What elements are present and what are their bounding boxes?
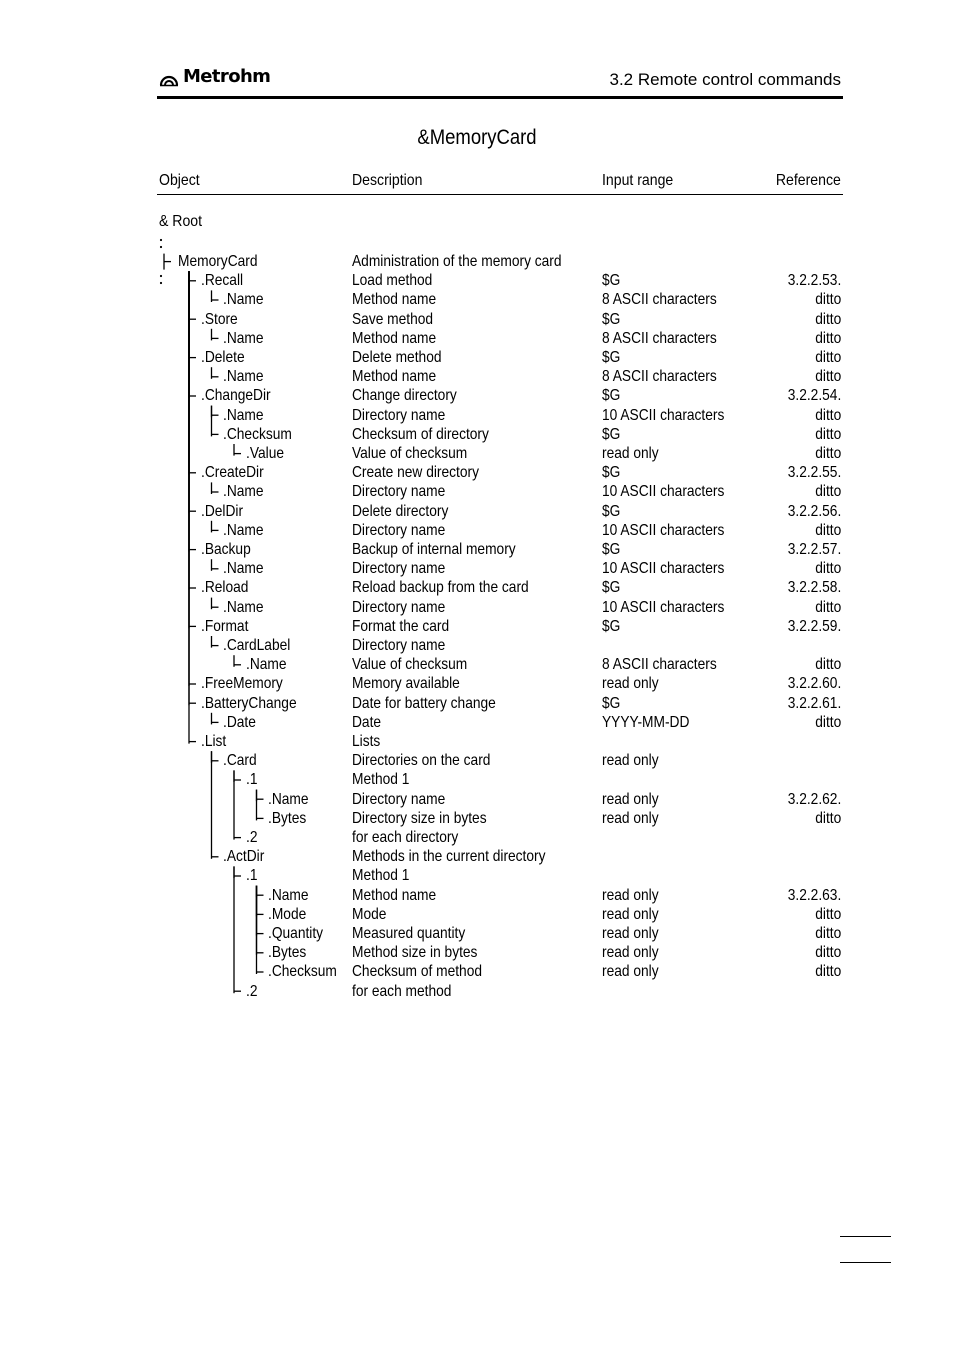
description: Load method [352,272,433,290]
table-row [0,674,954,693]
table-row [0,386,954,405]
logo-text: Metrohm [183,66,271,87]
input-range: read only [602,886,659,904]
description: Method 1 [352,867,410,885]
input-range: 10 ASCII characters [602,521,725,539]
table-row [0,348,954,367]
table-row [0,521,954,540]
object-name: .Name [223,483,264,501]
table-row [0,540,954,559]
table-row [0,290,954,309]
object-name: .Name [245,656,287,674]
object-name: .Backup [200,541,251,558]
table-row [0,847,954,866]
reference: 3.2.2.53. [787,272,841,290]
table-row [0,905,954,924]
object-name: .BatteryChange [200,694,297,712]
description: Save method [352,310,434,328]
column-header-object: Object [159,172,200,189]
object-name: .CreateDir [200,464,264,482]
page-title: &MemoryCard [417,126,537,149]
input-range: $G [602,425,621,443]
reference: 3.2.2.62. [787,790,841,808]
description: Date [352,713,382,731]
description: Directory name [352,521,446,539]
object-name: .1 [245,867,257,885]
input-range: read only [602,905,659,923]
input-range: 8 ASCII characters [602,291,717,309]
input-range: 10 ASCII characters [602,406,725,424]
root-label: & Root [159,213,203,230]
object-name: .CardLabel [223,637,291,654]
description: Method name [352,368,437,386]
object-name: .Checksum [223,425,292,443]
object-name: .2 [245,829,257,846]
description: Directory size in bytes [352,809,487,827]
input-range: $G [602,694,621,712]
object-name: .FreeMemory [200,675,283,693]
input-range: $G [602,502,621,520]
object-name: .List [200,733,226,750]
description: for each directory [352,829,459,846]
column-header-input-range: Input range [602,172,674,189]
input-range: 8 ASCII characters [602,656,717,674]
input-range: 10 ASCII characters [602,560,725,578]
description: Directory name [352,483,446,501]
footer-rule-upper [840,1236,891,1237]
input-range: $G [602,464,621,482]
object-name: .Name [223,291,264,309]
description: Reload backup from the card [352,579,529,597]
description: Method size in bytes [352,944,478,962]
column-header-description: Description [352,172,423,189]
reference: ditto [814,905,841,923]
table-row [0,790,954,809]
table-row [0,482,954,501]
object-name: .Name [223,368,264,386]
footer-rule-lower [840,1262,891,1263]
description: Value of checksum [352,656,468,674]
table-row [0,866,954,885]
object-name: .Quantity [268,925,324,942]
reference: ditto [814,521,841,539]
input-range: read only [602,445,659,462]
table-row [0,828,954,847]
input-range: 8 ASCII characters [602,368,717,386]
object-name: .Checksum [268,963,337,981]
description: Mode [352,905,387,923]
table-row [0,694,954,713]
reference: 3.2.2.57. [787,541,841,558]
reference: 3.2.2.58. [787,579,841,597]
table-row [0,252,954,271]
reference: ditto [814,483,841,501]
description: Directory name [352,790,446,808]
table-row [0,617,954,636]
input-range: read only [602,675,659,693]
object-name: .Name [223,406,264,424]
object-name: .Value [245,445,284,462]
table-row [0,367,954,386]
description: Method 1 [352,771,410,789]
description: Method name [352,329,437,347]
description: Methods in the current directory [352,848,546,866]
description: Administration of the memory card [352,253,562,270]
object-name: MemoryCard [178,253,258,270]
reference: ditto [814,656,841,674]
object-name: .Date [223,713,256,731]
tree-dot [160,246,162,248]
description: Directory name [352,406,446,424]
page-header [157,64,843,99]
description: Value of checksum [352,445,468,462]
reference: 3.2.2.56. [787,502,841,520]
reference: 3.2.2.55. [787,464,841,482]
object-name: .Mode [268,905,307,923]
object-name: .ActDir [223,848,265,866]
input-range: $G [602,541,621,558]
object-name: .Reload [200,579,248,597]
reference: ditto [814,944,841,962]
description: Delete directory [352,502,449,520]
reference: ditto [814,329,841,347]
reference: ditto [814,963,841,981]
table-row [0,713,954,732]
description: Lists [352,733,381,750]
description: Date for battery change [352,694,496,712]
table-row [0,329,954,348]
description: Create new directory [352,464,479,482]
tree-dot [160,239,162,241]
reference: ditto [814,713,841,731]
description: Change directory [352,387,457,405]
object-name: .Store [200,310,238,328]
reference: ditto [814,406,841,424]
section-title: 3.2 Remote control commands [609,70,841,89]
description: Memory available [352,675,460,693]
reference: ditto [814,598,841,616]
reference: ditto [814,560,841,578]
description: Delete method [352,349,442,366]
object-name: .Bytes [268,944,307,962]
table-row [0,636,954,655]
description: Checksum of directory [352,425,489,443]
description: Format the card [352,617,450,635]
object-name: .Name [268,886,309,904]
input-range: read only [602,963,659,981]
table-row [0,886,954,905]
object-name: .ChangeDir [200,387,271,405]
reference: ditto [814,349,841,366]
description: Directories on the card [352,752,491,770]
table-row [0,732,954,751]
table-row [0,655,954,674]
input-range: read only [602,752,659,770]
table-row [0,425,954,444]
table-row [0,943,954,962]
input-range: read only [602,809,659,827]
object-name: .DelDir [200,502,243,520]
input-range: $G [602,310,621,328]
object-name: .Name [223,598,264,616]
object-name: .Name [268,790,309,808]
object-name: .2 [245,982,257,1000]
input-range: $G [602,617,621,635]
input-range: 10 ASCII characters [602,598,725,616]
reference: ditto [814,445,841,462]
table-row [0,751,954,770]
object-name: .Name [223,329,264,347]
object-name: .Card [223,752,257,770]
reference: ditto [814,809,841,827]
table-row [0,809,954,828]
description: Method name [352,886,437,904]
description: Measured quantity [352,925,466,942]
table-row [0,924,954,943]
table-row [0,962,954,981]
description: for each method [352,982,452,1000]
table-row [0,310,954,329]
table-row [0,559,954,578]
input-range: $G [602,349,621,366]
description: Method name [352,291,437,309]
table-row [0,271,954,290]
reference: ditto [814,310,841,328]
reference: ditto [814,925,841,942]
reference: ditto [814,291,841,309]
metrohm-logo [159,66,270,87]
table-row [0,578,954,597]
description: Directory name [352,637,446,654]
input-range: read only [602,925,659,942]
input-range: read only [602,790,659,808]
reference: ditto [814,368,841,386]
input-range: $G [602,387,621,405]
table-header [157,170,843,195]
input-range: read only [602,944,659,962]
reference: 3.2.2.59. [787,617,841,635]
input-range: 8 ASCII characters [602,329,717,347]
reference: 3.2.2.54. [787,387,841,405]
object-name: .1 [245,771,257,789]
table-row [0,463,954,482]
input-range: YYYY-MM-DD [602,713,690,731]
input-range: $G [602,579,621,597]
table-row [0,982,954,1001]
object-name: .Bytes [268,809,307,827]
input-range: $G [602,272,621,290]
table-row [0,770,954,789]
object-name: .Recall [200,272,243,290]
description: Backup of internal memory [352,541,516,558]
table-row [0,502,954,521]
input-range: 10 ASCII characters [602,483,725,501]
reference: 3.2.2.60. [787,675,841,693]
column-header-reference: Reference [776,172,841,189]
table-row [0,406,954,425]
object-name: .Format [200,617,248,635]
description: Directory name [352,598,446,616]
reference: 3.2.2.61. [787,694,841,712]
reference: ditto [814,425,841,443]
description: Checksum of method [352,963,483,981]
reference: 3.2.2.63. [787,886,841,904]
metrohm-logo-icon [159,67,179,87]
table-row [0,444,954,463]
object-name: .Name [223,560,264,578]
description: Directory name [352,560,446,578]
object-name: .Delete [200,349,245,366]
table-row [0,598,954,617]
object-name: .Name [223,521,264,539]
